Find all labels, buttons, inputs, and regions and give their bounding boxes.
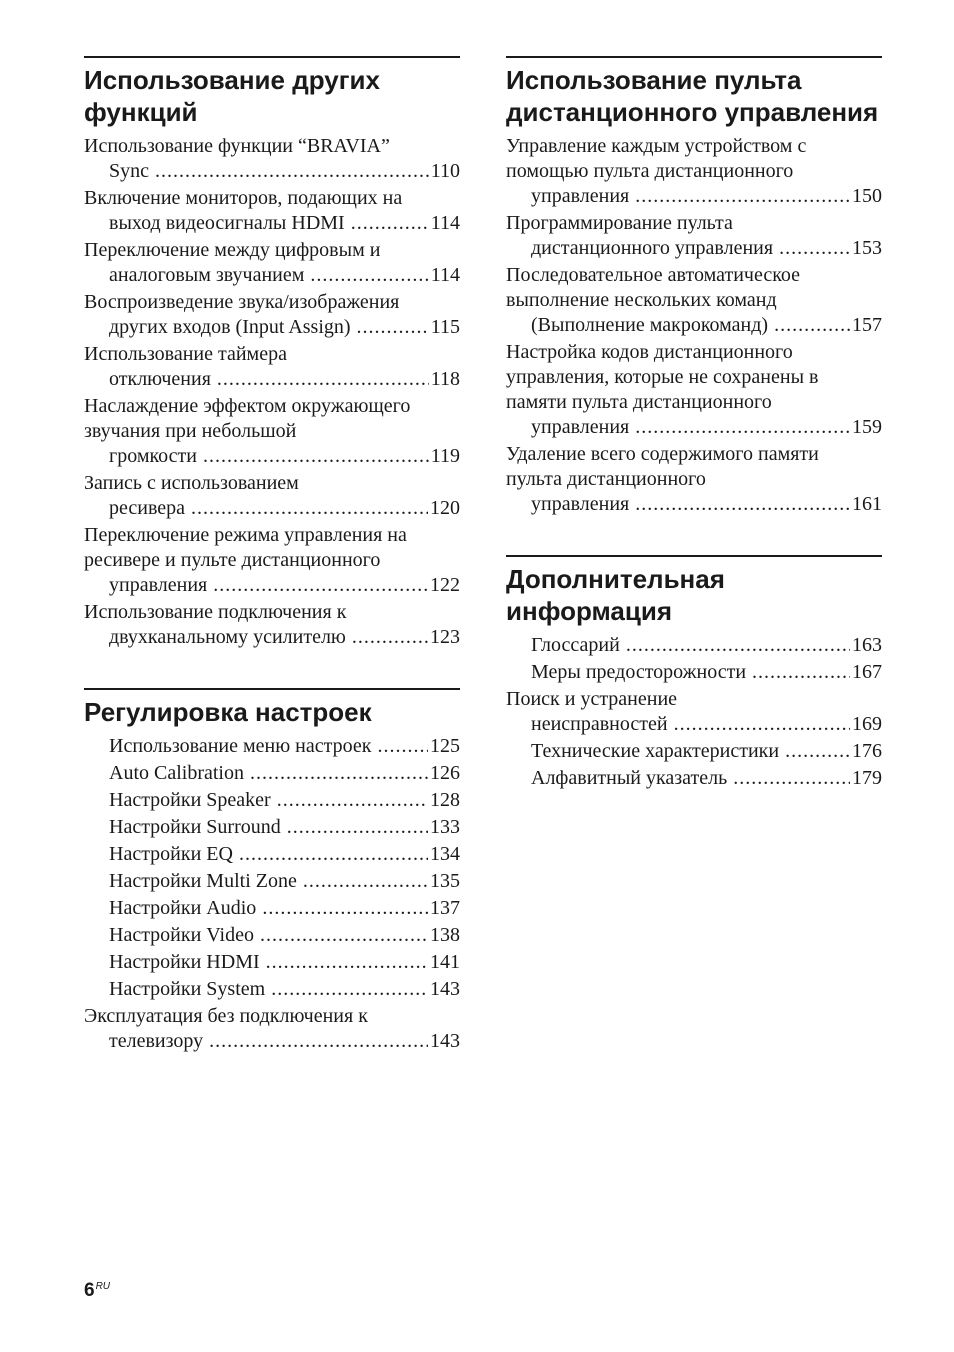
toc-page-number: 115 <box>430 316 460 338</box>
toc-page-number: 128 <box>430 789 460 811</box>
toc-entry-leader-row <box>109 842 460 867</box>
toc-entry-text: Настройки HDMI <box>109 951 260 973</box>
toc-entry-leader-row <box>109 950 460 975</box>
dot-leader <box>266 950 428 975</box>
toc-page-number: 114 <box>430 212 460 234</box>
dot-leader <box>277 788 428 813</box>
toc-entry-text: управления <box>531 416 630 438</box>
dot-leader <box>191 496 428 521</box>
toc-entry[interactable] <box>84 950 460 975</box>
toc-entry-leader-row <box>531 236 882 261</box>
dot-leader <box>203 444 429 469</box>
toc-page-number: 137 <box>430 897 460 919</box>
toc-entry-leader-row <box>109 788 460 813</box>
dot-leader <box>635 415 850 440</box>
toc-entry-text: Использование таймера <box>84 343 287 365</box>
toc-entry-text: громкости <box>109 445 197 467</box>
dot-leader <box>377 734 428 759</box>
toc-entry[interactable] <box>84 788 460 813</box>
toc-entry-text: управления <box>531 493 630 515</box>
toc-entry-text: управления <box>109 574 208 596</box>
toc-entry-text: (Выполнение макрокоманд) <box>531 314 769 336</box>
toc-entry-text: Sync <box>109 160 149 182</box>
toc-entry-text: звучания при небольшой <box>84 420 297 442</box>
toc-entry-text: Программирование пульта <box>506 212 733 234</box>
toc-entry-text: других входов (Input Assign) <box>109 316 351 338</box>
page-number-value: 6 <box>84 1280 95 1301</box>
toc-entry-text: Настройки Multi Zone <box>109 870 297 892</box>
toc-entry-text: ресивера <box>109 497 186 519</box>
toc-entry-text: Использование подключения к <box>84 601 347 623</box>
dot-leader <box>352 625 428 650</box>
toc-entry-leader-row <box>531 766 882 791</box>
toc-page-number: 126 <box>430 762 460 784</box>
toc-entry-text: Настройки Audio <box>109 897 257 919</box>
dot-leader <box>774 313 850 338</box>
toc-entry-text: Управление каждым устройством с <box>506 135 807 157</box>
toc-page-number: 135 <box>430 870 460 892</box>
toc-entry-text: Последовательное автоматическое <box>506 264 801 286</box>
toc-entry[interactable] <box>84 896 460 921</box>
toc-entry-leader-row <box>531 492 882 517</box>
dot-leader <box>351 211 429 236</box>
toc-page-number: 167 <box>852 661 882 683</box>
toc-entry[interactable] <box>506 134 882 209</box>
toc-page-number: 114 <box>430 264 460 286</box>
toc-page-number: 141 <box>430 951 460 973</box>
toc-entry-text: Технические характеристики <box>531 740 780 762</box>
toc-entry-leader-row <box>109 263 460 288</box>
toc-entry[interactable] <box>84 600 460 650</box>
toc-entry-text: Auto Calibration <box>109 762 244 784</box>
toc-entry-text: аналоговым звучанием <box>109 264 305 286</box>
dot-leader <box>626 633 850 658</box>
toc-right-column <box>506 56 882 793</box>
toc-entry-text: телевизору <box>109 1030 204 1052</box>
section-title: Использование других функций <box>84 65 380 127</box>
toc-entry[interactable] <box>84 394 460 469</box>
dot-leader <box>303 869 428 894</box>
toc-entry-text: Запись с использованием <box>84 472 299 494</box>
toc-entry-text: Настройка кодов дистанционного <box>506 341 793 363</box>
dot-leader <box>271 977 428 1002</box>
toc-entry-text: помощью пульта дистанционного <box>506 160 794 182</box>
toc-page-number: 143 <box>430 1030 460 1052</box>
toc-entry[interactable] <box>506 442 882 517</box>
toc-entry[interactable] <box>84 1004 460 1054</box>
section-title: Дополнительная информация <box>506 564 725 626</box>
toc-page-number: 159 <box>852 416 882 438</box>
dot-leader <box>635 184 850 209</box>
toc-entry-text: отключения <box>109 368 211 390</box>
toc-entry-text: памяти пульта дистанционного <box>506 391 772 413</box>
toc-page-number: 118 <box>430 368 460 390</box>
toc-page-number: 123 <box>430 626 460 648</box>
toc-section <box>84 56 460 650</box>
toc-entry[interactable] <box>84 842 460 867</box>
toc-entry-leader-row <box>109 315 460 340</box>
toc-left-column <box>84 56 460 1056</box>
toc-entry-text: выполнение нескольких команд <box>506 289 777 311</box>
toc-entry-text: Поиск и устранение <box>506 688 678 710</box>
toc-entry-leader-row <box>531 660 882 685</box>
toc-entry-text: Переключение между цифровым и <box>84 239 381 261</box>
toc-entry-text: управления, которые не сохранены в <box>506 366 819 388</box>
toc-entry-text: Использование функции “BRAVIA” <box>84 135 390 157</box>
toc-entry[interactable] <box>84 761 460 786</box>
toc-entry[interactable] <box>84 342 460 392</box>
toc-entry-leader-row <box>109 923 460 948</box>
dot-leader <box>733 766 850 791</box>
toc-entry-text: Меры предосторожности <box>531 661 747 683</box>
toc-entry-leader-row <box>109 734 460 759</box>
toc-section <box>506 555 882 791</box>
toc-section <box>506 56 882 517</box>
toc-entry-text: Настройки System <box>109 978 266 1000</box>
toc-entry-leader-row <box>531 633 882 658</box>
toc-entry[interactable] <box>506 687 882 737</box>
section-title: Регулировка настроек <box>84 697 372 727</box>
toc-entry-leader-row <box>109 977 460 1002</box>
dot-leader <box>239 842 428 867</box>
toc-entry-text: неисправностей <box>531 713 668 735</box>
toc-page-number: 163 <box>852 634 882 656</box>
toc-entry[interactable] <box>506 340 882 440</box>
toc-entry-leader-row <box>109 1029 460 1054</box>
dot-leader <box>674 712 850 737</box>
toc-entry-text: Воспроизведение звука/изображения <box>84 291 400 313</box>
dot-leader <box>357 315 429 340</box>
toc-entry-leader-row <box>109 869 460 894</box>
toc-entry-text: Переключение режима управления на <box>84 524 407 546</box>
toc-page-number: 176 <box>852 740 882 762</box>
toc-entry[interactable] <box>506 739 882 764</box>
toc-page-number: 120 <box>430 497 460 519</box>
dot-leader <box>287 815 428 840</box>
toc-entry-leader-row <box>109 496 460 521</box>
toc-page-number: 143 <box>430 978 460 1000</box>
toc-entry[interactable] <box>84 471 460 521</box>
toc-page-number: 153 <box>852 237 882 259</box>
toc-entry-list <box>506 134 882 517</box>
dot-leader <box>635 492 850 517</box>
page-number <box>84 1280 110 1302</box>
dot-leader <box>250 761 428 786</box>
dot-leader <box>213 573 428 598</box>
toc-entry-text: Настройки Video <box>109 924 254 946</box>
toc-page-number: 133 <box>430 816 460 838</box>
dot-leader <box>209 1029 428 1054</box>
toc-entry-text: Настройки Speaker <box>109 789 271 811</box>
toc-entry-leader-row <box>531 313 882 338</box>
toc-entry-text: Настройки EQ <box>109 843 233 865</box>
dot-leader <box>785 739 850 764</box>
toc-entry-text: Эксплуатация без подключения к <box>84 1005 368 1027</box>
toc-entry[interactable] <box>84 134 460 184</box>
toc-entry[interactable] <box>84 923 460 948</box>
toc-entry-leader-row <box>531 739 882 764</box>
toc-page-number: 138 <box>430 924 460 946</box>
toc-page-number: 179 <box>852 767 882 789</box>
dot-leader <box>260 923 428 948</box>
toc-entry[interactable] <box>84 977 460 1002</box>
toc-entry-text: Включение мониторов, подающих на <box>84 187 403 209</box>
toc-entry[interactable] <box>506 211 882 261</box>
toc-entry[interactable] <box>84 734 460 759</box>
toc-entry-leader-row <box>109 367 460 392</box>
toc-entry-text: выход видеосигналы HDMI <box>109 212 345 234</box>
toc-entry-text: Алфавитный указатель <box>531 767 728 789</box>
toc-entry-leader-row <box>109 444 460 469</box>
dot-leader <box>262 896 428 921</box>
toc-page-number: 157 <box>852 314 882 336</box>
toc-entry[interactable] <box>506 766 882 791</box>
toc-entry-leader-row <box>531 415 882 440</box>
toc-entry[interactable] <box>84 186 460 236</box>
toc-page-number: 125 <box>430 735 460 757</box>
toc-page-number: 161 <box>852 493 882 515</box>
toc-entry-text: ресивере и пульте дистанционного <box>84 549 381 571</box>
toc-section <box>84 688 460 1054</box>
toc-entry-leader-row <box>531 184 882 209</box>
toc-entry-text: двухканальному усилителю <box>109 626 346 648</box>
toc-entry-text: Наслаждение эффектом окружающего <box>84 395 411 417</box>
dot-leader <box>155 159 429 184</box>
dot-leader <box>779 236 850 261</box>
toc-entry-leader-row <box>109 625 460 650</box>
toc-entry[interactable] <box>506 660 882 685</box>
toc-page-number: 134 <box>430 843 460 865</box>
dot-leader <box>217 367 429 392</box>
toc-entry-text: дистанционного управления <box>531 237 774 259</box>
toc-page-number: 110 <box>430 160 460 182</box>
toc-page-number: 122 <box>430 574 460 596</box>
toc-page-number: 169 <box>852 713 882 735</box>
dot-leader <box>752 660 850 685</box>
toc-entry-list <box>506 633 882 791</box>
toc-entry-leader-row <box>109 815 460 840</box>
toc-entry[interactable] <box>506 633 882 658</box>
toc-entry[interactable] <box>84 869 460 894</box>
toc-entry-list <box>84 134 460 650</box>
toc-entry[interactable] <box>84 523 460 598</box>
toc-entry-text: Настройки Surround <box>109 816 281 838</box>
toc-entry-text: Использование меню настроек <box>109 735 372 757</box>
toc-page-number: 119 <box>430 445 460 467</box>
toc-entry-leader-row <box>109 159 460 184</box>
toc-entry-leader-row <box>109 211 460 236</box>
toc-entry-text: управления <box>531 185 630 207</box>
toc-entry[interactable] <box>506 263 882 338</box>
toc-entry-leader-row <box>109 761 460 786</box>
toc-entry-text: Глоссарий <box>531 634 620 656</box>
section-title: Использование пульта дистанционного управления <box>506 65 879 127</box>
toc-entry-leader-row <box>531 712 882 737</box>
dot-leader <box>310 263 428 288</box>
toc-entry-list <box>84 734 460 1054</box>
toc-entry-text: пульта дистанционного <box>506 468 706 490</box>
toc-page-number: 150 <box>852 185 882 207</box>
toc-entry[interactable] <box>84 238 460 288</box>
page-language-code: RU <box>95 1281 111 1292</box>
toc-entry[interactable] <box>84 290 460 340</box>
toc-entry-text: Удаление всего содержимого памяти <box>506 443 819 465</box>
toc-entry[interactable] <box>84 815 460 840</box>
toc-entry-leader-row <box>109 573 460 598</box>
toc-entry-leader-row <box>109 896 460 921</box>
